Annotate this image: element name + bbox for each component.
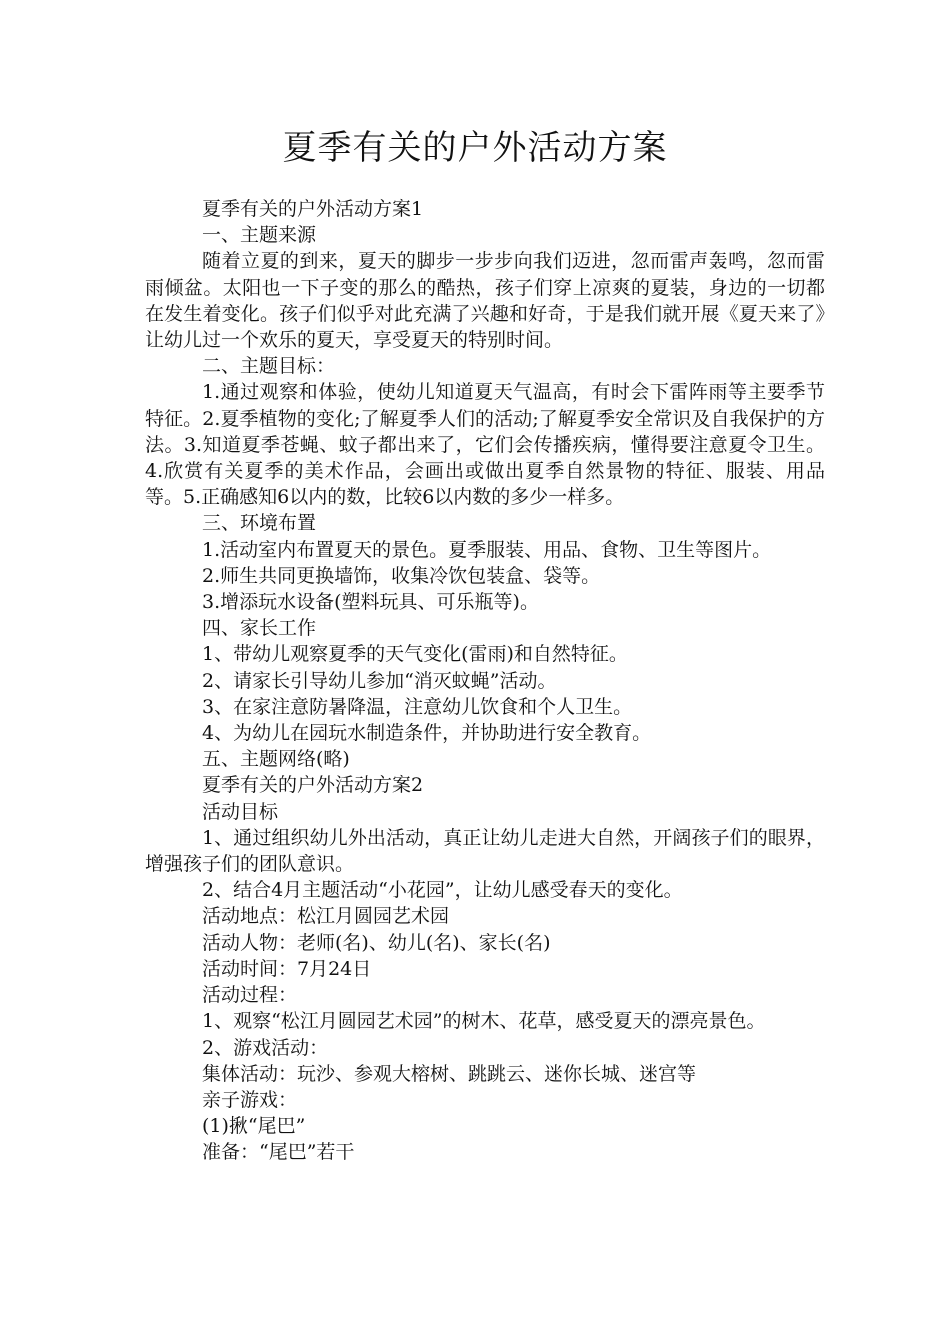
section-heading-environment: 三、环境布置 xyxy=(202,512,317,535)
list-item-goal-1: 1、通过组织幼儿外出活动，真正让幼儿走进大自然，开阔孩子们的眼界，增强孩子们的团队意识。 xyxy=(145,826,825,876)
section-heading-theme-goals: 二、主题目标： xyxy=(202,355,336,378)
list-item-process-2: 2、游戏活动： xyxy=(202,1036,329,1059)
activity-location: 活动地点：松江月圆园艺术园 xyxy=(202,905,450,928)
document-body xyxy=(145,196,825,1166)
group-activities: 集体活动：玩沙、参观大榕树、跳跳云、迷你长城、迷宫等 xyxy=(202,1062,697,1085)
list-item-environment-3: 3.增添玩水设备(塑料玩具、可乐瓶等)。 xyxy=(202,591,539,614)
activity-people: 活动人物：老师(名)、幼儿(名)、家长(名) xyxy=(202,931,551,954)
section-heading-activity-goals: 活动目标 xyxy=(202,800,279,823)
list-item-process-1: 1、观察“松江月圆园艺术园”的树木、花草，感受夏天的漂亮景色。 xyxy=(202,1010,766,1033)
list-item-environment-1: 1.活动室内布置夏天的景色。夏季服装、用品、食物、卫生等图片。 xyxy=(202,538,772,561)
parent-child-games-heading: 亲子游戏： xyxy=(202,1088,298,1111)
list-item-parents-2: 2、请家长引导幼儿参加“消灭蚊蝇”活动。 xyxy=(202,669,557,692)
section-heading-parents-work: 四、家长工作 xyxy=(202,617,317,640)
list-item-parents-4: 4、为幼儿在园玩水制造条件，并协助进行安全教育。 xyxy=(202,722,652,745)
section-heading-theme-network: 五、主题网络(略) xyxy=(202,748,350,771)
list-item-parents-3: 3、在家注意防暑降温，注意幼儿饮食和个人卫生。 xyxy=(202,695,633,718)
document-title: 夏季有关的户外活动方案 xyxy=(282,128,668,168)
heading-plan-1: 夏季有关的户外活动方案1 xyxy=(202,198,424,220)
section-heading-theme-source: 一、主题来源 xyxy=(202,224,317,247)
game-1-title: (1)揪“尾巴” xyxy=(202,1115,306,1138)
game-1-preparation: 准备：“尾巴”若干 xyxy=(202,1141,355,1164)
paragraph-theme-source: 随着立夏的到来，夏天的脚步一步步向我们迈进，忽而雷声轰鸣，忽而雷雨倾盆。太阳也一下子变的那么的酷热，孩子们穿上凉爽的夏装，身边的一切都在发生着变化。孩子们似乎对此充满了兴趣和好奇，于是我们就开展《夏天来了》让幼儿过一个欢乐的夏天，享受夏天的特别时间。 xyxy=(145,250,825,352)
heading-plan-2: 夏季有关的户外活动方案2 xyxy=(202,774,424,797)
paragraph-theme-goals: 1.通过观察和体验，使幼儿知道夏天气温高，有时会下雷阵雨等主要季节特征。2.夏季植物的变化;了解夏季人们的活动;了解夏季安全常识及自我保护的方法。3.知道夏季苍蝇、蚊子都出来了，它们会传播疾病，懂得要注意夏令卫生。4.欣赏有关夏季的美术作品，会画出或做出夏季自然景物的特征、服装、用品等。5.正确感知6以内的数，比较6以内数的多少一样多。 xyxy=(145,381,825,509)
section-heading-activity-process: 活动过程： xyxy=(202,984,298,1007)
list-item-parents-1: 1、带幼儿观察夏季的天气变化(雷雨)和自然特征。 xyxy=(202,643,628,666)
list-item-environment-2: 2.师生共同更换墙饰，收集冷饮包装盒、袋等。 xyxy=(202,564,601,587)
list-item-goal-2: 2、结合4月主题活动“小花园”，让幼儿感受春天的变化。 xyxy=(202,879,683,902)
activity-time: 活动时间：7月24日 xyxy=(202,957,372,980)
